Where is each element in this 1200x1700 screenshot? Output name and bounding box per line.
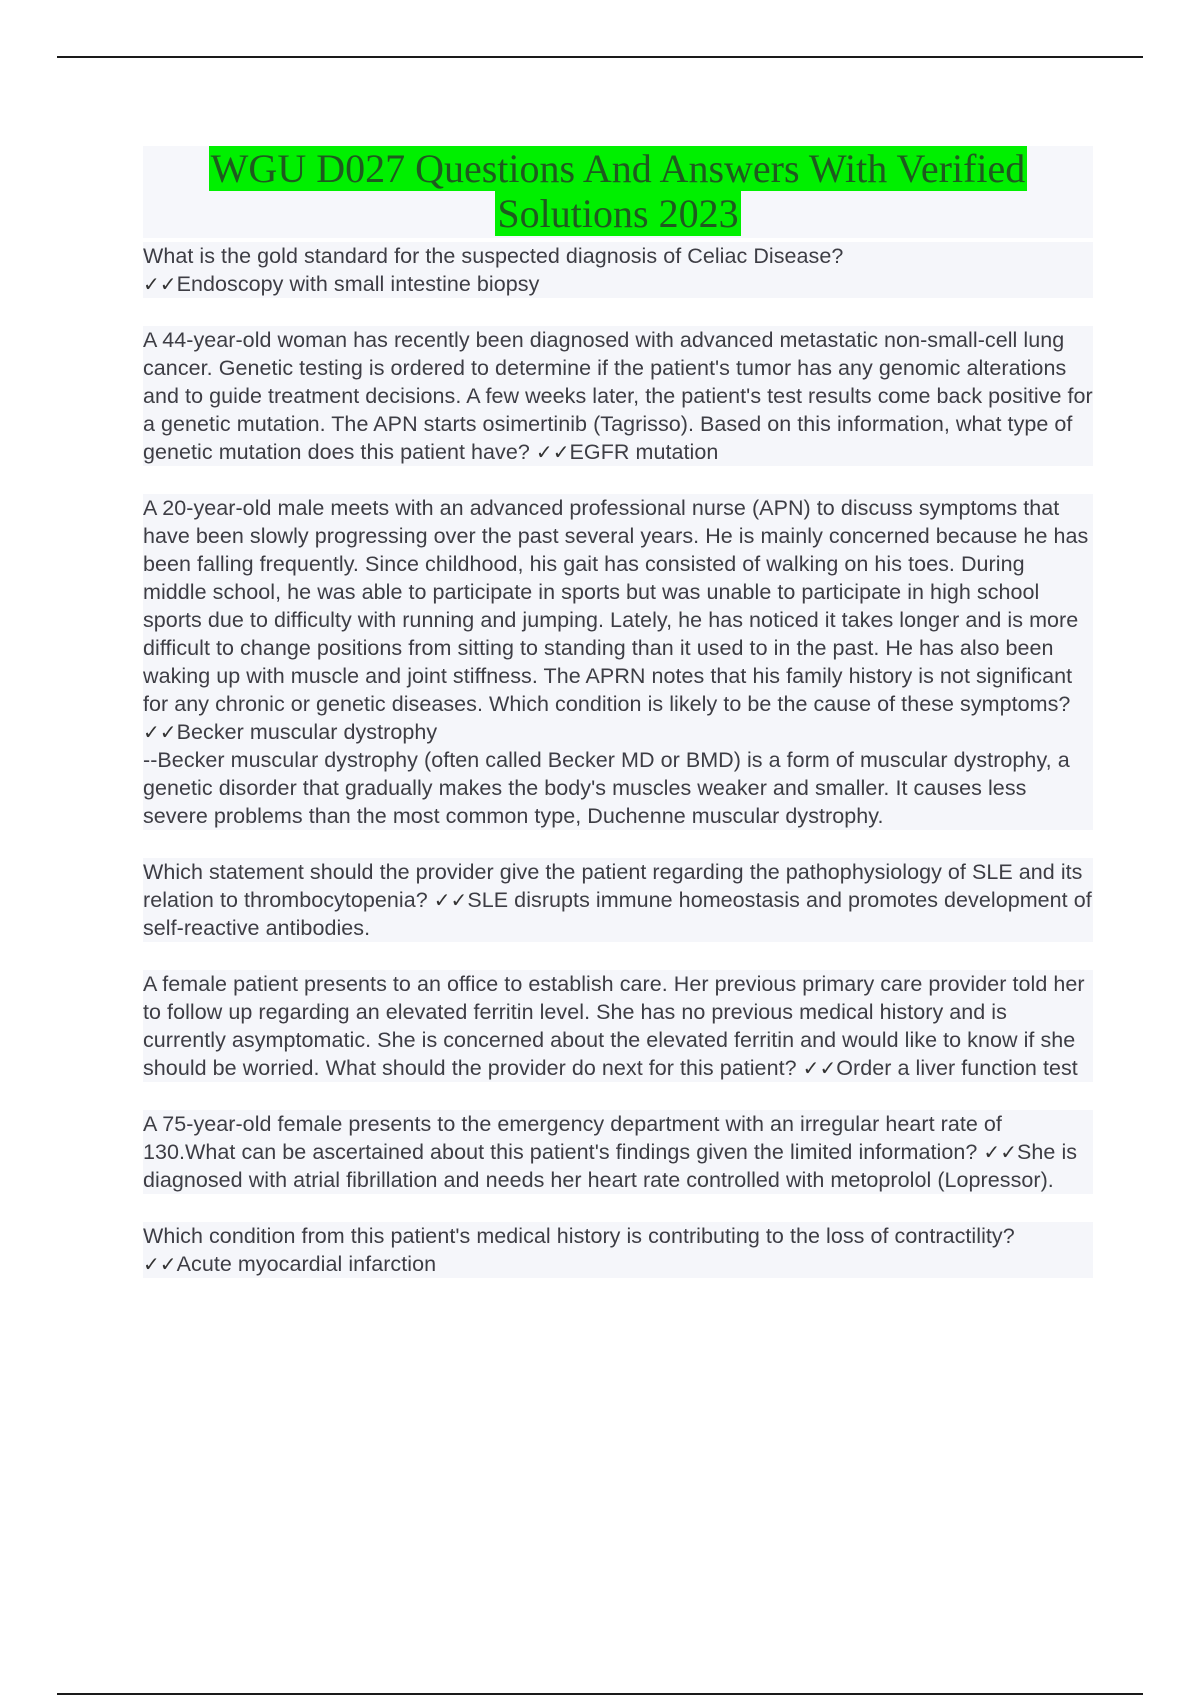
- answer-text: SLE disrupts immune homeostasis and promotes development of self-reactive antibodies.: [143, 888, 1092, 940]
- qa-item-2: [143, 326, 1093, 466]
- title-line-2: [143, 191, 1093, 236]
- question-text: A female patient presents to an office to establish care. Her previous primary care provider told her to follow up regarding an elevated ferritin level. She has no previous medical history and is currently asymptomatic. She is concerned about the elevated ferritin and would like to know if she should be worried. What should the provider do next for this patient?: [143, 972, 1085, 1080]
- question-text: A 20-year-old male meets with an advanced professional nurse (APN) to discuss symptoms that have been slowly progressing over the past several years. He is mainly concerned because he has been falling frequently. Since childhood, his gait has consisted of walking on his toes. During middle school, he was able to participate in sports but was unable to participate in high school sports due to difficulty with running and jumping. Lately, he has noticed it takes longer and is more difficult to change positions from sitting to standing than it used to in the past. He has also been waking up with muscle and joint stiffness. The APRN notes that his family history is not significant for any chronic or genetic diseases. Which condition is likely to be the cause of these symptoms?: [143, 496, 1089, 716]
- qa-item-6: [143, 1110, 1093, 1194]
- check-mark-icon: ✓✓: [983, 1140, 1018, 1164]
- answer-text: Order a liver function test: [836, 1056, 1078, 1080]
- title-line-1: [143, 146, 1093, 191]
- question-text: What is the gold standard for the suspected diagnosis of Celiac Disease?: [143, 244, 844, 268]
- footer-rule: [57, 1693, 1143, 1695]
- explanation-text: --Becker muscular dystrophy (often called Becker MD or BMD) is a form of muscular dystrophy, a genetic disorder that gradually makes the body's muscles weaker and smaller. It causes less severe problems than the most common type, Duchenne muscular dystrophy.: [143, 748, 1070, 828]
- question-text: A 44-year-old woman has recently been diagnosed with advanced metastatic non-small-cell lung cancer. Genetic testing is ordered to determine if the patient's tumor has any genomic alterations and to guide treatment decisions. A few weeks later, the patient's test results come back positive for a genetic mutation. The APN starts osimertinib (Tagrisso). Based on this information, what type of genetic mutation does this patient have?: [143, 328, 1093, 464]
- document-title-line-2: Solutions 2023: [497, 191, 739, 236]
- check-mark-icon: ✓✓: [802, 1056, 837, 1080]
- header-rule: [57, 56, 1143, 58]
- answer-text: Becker muscular dystrophy: [176, 720, 438, 744]
- check-mark-icon: ✓✓: [433, 888, 468, 912]
- question-text: A 75-year-old female presents to the emergency department with an irregular heart rate of 130.What can be ascertained about this patient's findings given the limited information?: [143, 1112, 1002, 1164]
- qa-item-4: [143, 858, 1093, 942]
- check-mark-icon: ✓✓: [143, 272, 177, 296]
- check-mark-icon: ✓✓: [535, 440, 570, 464]
- answer-text: Endoscopy with small intestine biopsy: [176, 272, 540, 296]
- answer-text: She is diagnosed with atrial fibrillation and needs her heart rate controlled with metoprolol (Lopressor).: [143, 1140, 1078, 1192]
- title-block: [143, 146, 1093, 238]
- question-text: Which condition from this patient's medical history is contributing to the loss of contractility?: [143, 1224, 1015, 1248]
- qa-item-1: [143, 242, 1093, 298]
- document-title-line-1: WGU D027 Questions And Answers With Verified: [210, 146, 1026, 191]
- document-body: [143, 146, 1093, 1278]
- question-text: Which statement should the provider give the patient regarding the pathophysiology of SLE and its relation to thrombocytopenia?: [143, 860, 1083, 912]
- qa-item-7: [143, 1222, 1093, 1278]
- check-mark-icon: ✓✓: [143, 1252, 177, 1276]
- qa-item-3: [143, 494, 1093, 830]
- qa-item-5: [143, 970, 1093, 1082]
- answer-text: Acute myocardial infarction: [176, 1252, 437, 1276]
- check-mark-icon: ✓✓: [143, 720, 177, 744]
- answer-text: EGFR mutation: [569, 440, 719, 464]
